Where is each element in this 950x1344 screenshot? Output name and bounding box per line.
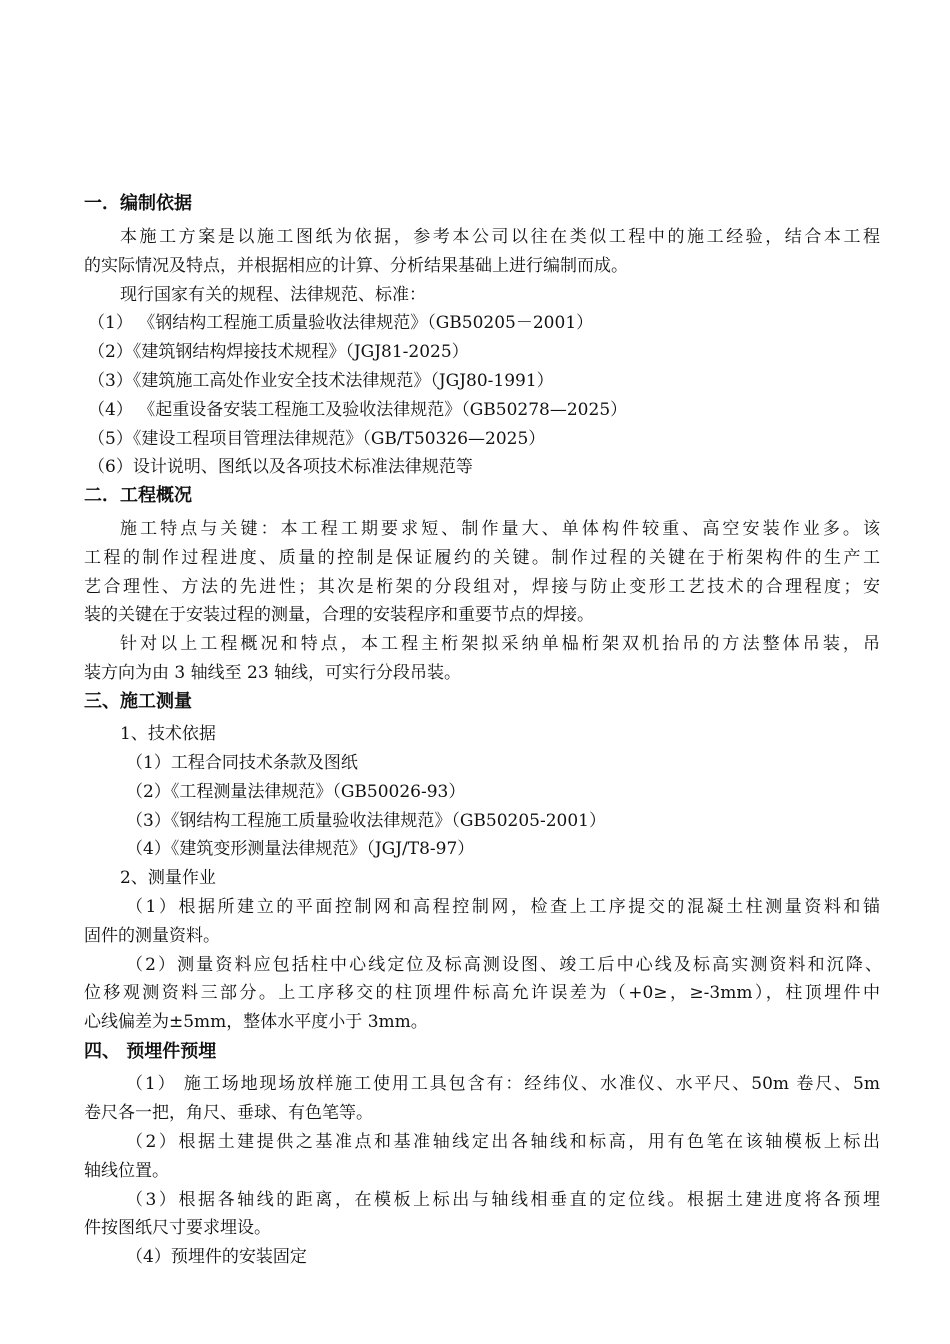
paragraph-line: 艺合理性、方法的先进性；其次是桁架的分段组对，焊接与防止变形工艺技术的合理程度；安	[84, 577, 880, 597]
paragraph-line: 位移观测资料三部分。上工序移交的柱顶埋件标高允许误差为（+0≥，≥-3mm），柱顶埋件中	[84, 983, 880, 1003]
list-item: （5）《建设工程项目管理法律规范》（GB/T50326—2025）	[88, 429, 546, 449]
paragraph-line: （2）测量资料应包括柱中心线定位及标高测设图、竣工后中心线及标高实测资料和沉降、	[126, 955, 882, 975]
paragraph-line: 现行国家有关的规程、法律规范、标准：	[120, 285, 426, 305]
paragraph-line: （2）根据土建提供之基准点和基准轴线定出各轴线和标高，用有色笔在该轴模板上标出	[126, 1132, 880, 1152]
paragraph-line: 卷尺各一把，角尺、垂球、有色笔等。	[84, 1103, 373, 1123]
list-item: （4）《建筑变形测量法律规范》（JGJ/T8-97）	[126, 839, 475, 859]
paragraph-line: 件按图纸尺寸要求埋设。	[84, 1218, 271, 1238]
paragraph-line: （1） 施工场地现场放样施工使用工具包含有：经纬仪、水准仪、水平尺、50m 卷尺、5m	[126, 1074, 880, 1094]
paragraph-line: 心线偏差为±5mm，整体水平度小于 3mm。	[84, 1012, 428, 1032]
paragraph-line: 本施工方案是以施工图纸为依据，参考本公司以往在类似工程中的施工经验，结合本工程	[120, 227, 880, 247]
list-item: （2）《建筑钢结构焊接技术规程》（JGJ81-2025）	[88, 342, 469, 362]
paragraph-line: 轴线位置。	[84, 1161, 169, 1181]
paragraph-line: 的实际情况及特点，并根据相应的计算、分析结果基础上进行编制而成。	[84, 256, 628, 276]
paragraph-line: 固件的测量资料。	[84, 926, 220, 946]
list-item: （3）《钢结构工程施工质量验收法律规范》（GB50205-2001）	[126, 811, 606, 831]
paragraph-line: 针对以上工程概况和特点，本工程主桁架拟采纳单榀桁架双机抬吊的方法整体吊装，吊	[120, 634, 880, 654]
list-item: （3）《建筑施工高处作业安全技术法律规范》（JGJ80-1991）	[88, 371, 554, 391]
section-heading-3: 三、施工测量	[84, 691, 192, 712]
section-heading-1: 一．编制依据	[84, 193, 192, 214]
subheading: 2、测量作业	[120, 868, 216, 888]
list-item: （6）设计说明、图纸以及各项技术标准法律规范等	[88, 457, 473, 477]
section-heading-2: 二．工程概况	[84, 485, 192, 506]
paragraph-line: 装方向为由 3 轴线至 23 轴线，可实行分段吊装。	[84, 663, 462, 683]
paragraph-line: 工程的制作过程进度、质量的控制是保证履约的关键。制作过程的关键在于桁架构件的生产工	[84, 548, 880, 568]
paragraph-line: 施工特点与关键：本工程工期要求短、制作量大、单体构件较重、高空安装作业多。该	[120, 519, 880, 539]
paragraph-line: （3）根据各轴线的距离，在模板上标出与轴线相垂直的定位线。根据土建进度将各预埋	[126, 1190, 880, 1210]
list-item: （1）工程合同技术条款及图纸	[126, 753, 358, 773]
list-item: （4） 《起重设备安装工程施工及验收法律规范》（GB50278—2025）	[88, 400, 628, 420]
paragraph-line: （4）预埋件的安装固定	[126, 1247, 307, 1267]
paragraph-line: （1）根据所建立的平面控制网和高程控制网，检查上工序提交的混凝土柱测量资料和锚	[126, 897, 880, 917]
list-item: （2）《工程测量法律规范》（GB50026-93）	[126, 782, 466, 802]
subheading: 1、技术依据	[120, 724, 216, 744]
section-heading-4: 四、 预埋件预埋	[84, 1041, 217, 1062]
paragraph-line: 装的关键在于安装过程的测量，合理的安装程序和重要节点的焊接。	[84, 605, 594, 625]
list-item: （1） 《钢结构工程施工质量验收法律规范》（GB50205－2001）	[88, 313, 594, 333]
